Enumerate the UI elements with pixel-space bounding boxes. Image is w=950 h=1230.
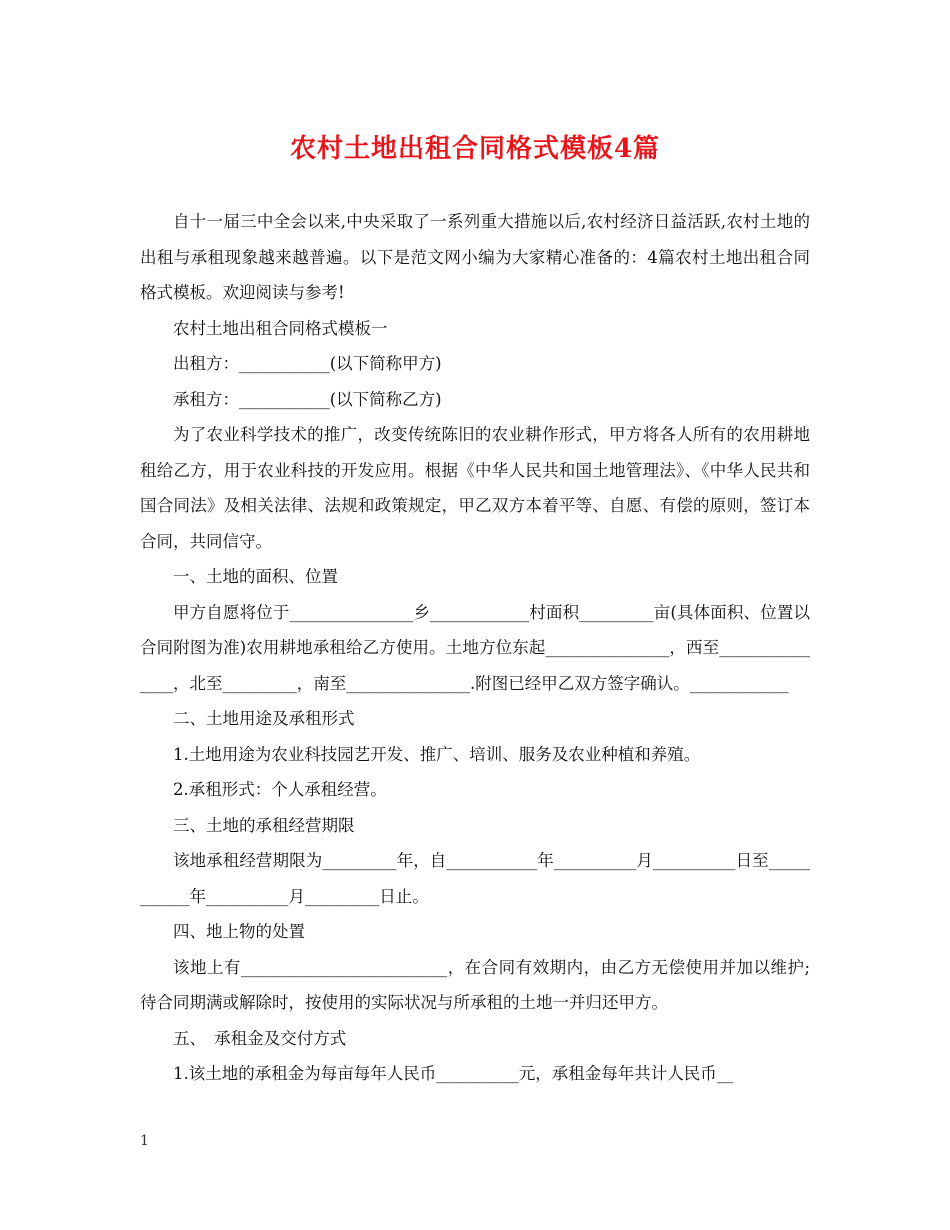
- page-title: 农村土地出租合同格式模板4篇: [289, 134, 661, 164]
- page-number: 1: [140, 1133, 149, 1149]
- clause-heading-4: 四、地上物的处置: [173, 922, 305, 941]
- section-heading-template-one: 农村土地出租合同格式模板一: [173, 318, 388, 338]
- clause-heading-5: 五、 承租金及交付方式: [173, 1028, 347, 1048]
- preamble-paragraph: 为了农业科学技术的推广，改变传统陈旧的农业耕作形式，甲方将各人所有的农用耕地租给乙方，用于农业科技的开发应用。根据《中华人民共和国土地管理法》、《中华人民共和国合同法》及相关法律、法规和政策规定，甲乙双方本着平等、自愿、有偿的原则，签订本合同，共同信守。: [140, 425, 810, 551]
- clause-5-item-1: 1.该土地的承租金为每亩每年人民币__________元，承租金每年共计人民币__: [173, 1064, 734, 1083]
- clause-4-text: 该地上有_________________________，在合同有效期内，由乙方无偿使用并加以维护;待合同期满或解除时，按使用的实际状况与所承租的土地一并归还甲方。: [140, 957, 810, 1012]
- lessee-line: 承租方：___________(以下简称乙方): [173, 389, 442, 409]
- clause-heading-3: 三、土地的承租经营期限: [173, 815, 355, 835]
- document-body: [140, 204, 810, 1092]
- clause-heading-1: 一、土地的面积、位置: [173, 567, 338, 586]
- lessor-line: 出租方：___________(以下简称甲方): [173, 354, 442, 373]
- intro-paragraph: 自十一届三中全会以来,中央采取了一系列重大措施以后,农村经济日益活跃,农村土地的出租与承租现象越来越普遍。以下是范文网小编为大家精心准备的：4篇农村土地出租合同格式模板。欢迎阅读与参考!: [140, 212, 810, 302]
- clause-2-item-2: 2.承租形式：个人承租经营。: [173, 780, 387, 799]
- clause-2-item-1: 1.土地用途为农业科技园艺开发、推广、培训、服务及农业种植和养殖。: [173, 744, 701, 764]
- clause-3-text: 该地承租经营期限为_________年，自___________年__________月__________日至___________年__________月_________日止。: [140, 851, 810, 906]
- clause-heading-2: 二、土地用途及承租形式: [173, 709, 355, 728]
- clause-1-text: 甲方自愿将位于_______________乡____________村面积_________亩(具体面积、位置以合同附图为准)农用耕地承租给乙方使用。土地方位东起_______________，西至_______________，北至_________，南至_______________.附图已经甲乙双方签字确认。____________: [140, 602, 810, 693]
